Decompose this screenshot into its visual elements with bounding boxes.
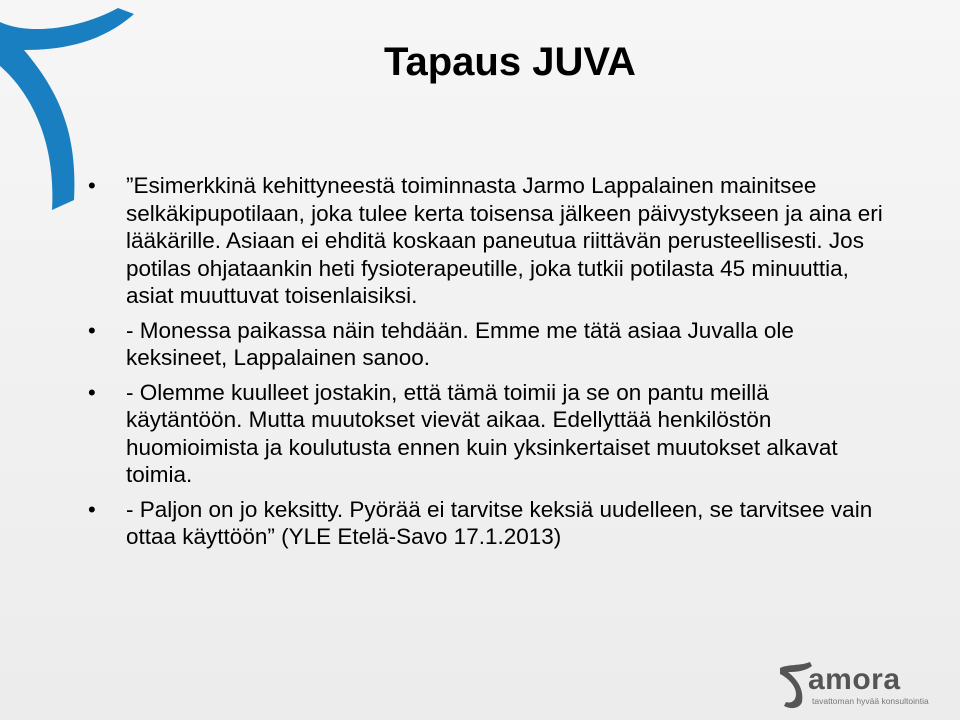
bullet-item xyxy=(86,379,886,489)
bullet-marker: • xyxy=(88,173,96,198)
bullet-marker: • xyxy=(88,379,96,405)
bullet-item xyxy=(86,172,886,310)
bullet-item xyxy=(86,317,886,372)
bullet-text: - Monessa paikassa näin tehdään. Emme me tätä asiaa Juvalla ole keksineet, Lappalainen sanoo. xyxy=(126,317,794,370)
slide-title: Tapaus JUVA xyxy=(384,40,636,84)
bullet-text: - Paljon on jo keksitty. Pyörää ei tarvitse keksiä uudelleen, se tarvitsee vain ottaa käyttöön” (YLE Etelä-Savo 17.1.2013) xyxy=(126,496,873,549)
bullet-list xyxy=(86,172,886,558)
logo-tagline: tavattoman hyvää konsultointia xyxy=(812,696,929,706)
bullet-marker: • xyxy=(88,317,96,343)
bullet-text: - Olemme kuulleet jostakin, että tämä toimii ja se on pantu meillä käytäntöön. Mutta muutokset vievät aikaa. Edellyttää henkilöstön huomioimista ja koulutusta ennen kuin yksinkertaiset muutokset alkavat toimia. xyxy=(126,379,838,487)
samora-logo xyxy=(774,660,929,710)
bullet-marker: • xyxy=(88,496,96,522)
logo-wordmark: amora xyxy=(808,663,901,696)
bullet-text: ”Esimerkkinä kehittyneestä toiminnasta Jarmo Lappalainen mainitsee selkäkipupotilaan, joka tulee kerta toisensa jälkeen päivystykseen ja aina eri lääkärille. Asiaan ei ehditä koskaan paneutua riittävän perusteellisesti. Jos potilas ohjataankin heti fysioterapeutille, joka tutkii potilasta 45 minuuttia, asiat muuttuvat toisenlaisiksi. xyxy=(126,173,883,308)
bullet-item xyxy=(86,496,886,551)
